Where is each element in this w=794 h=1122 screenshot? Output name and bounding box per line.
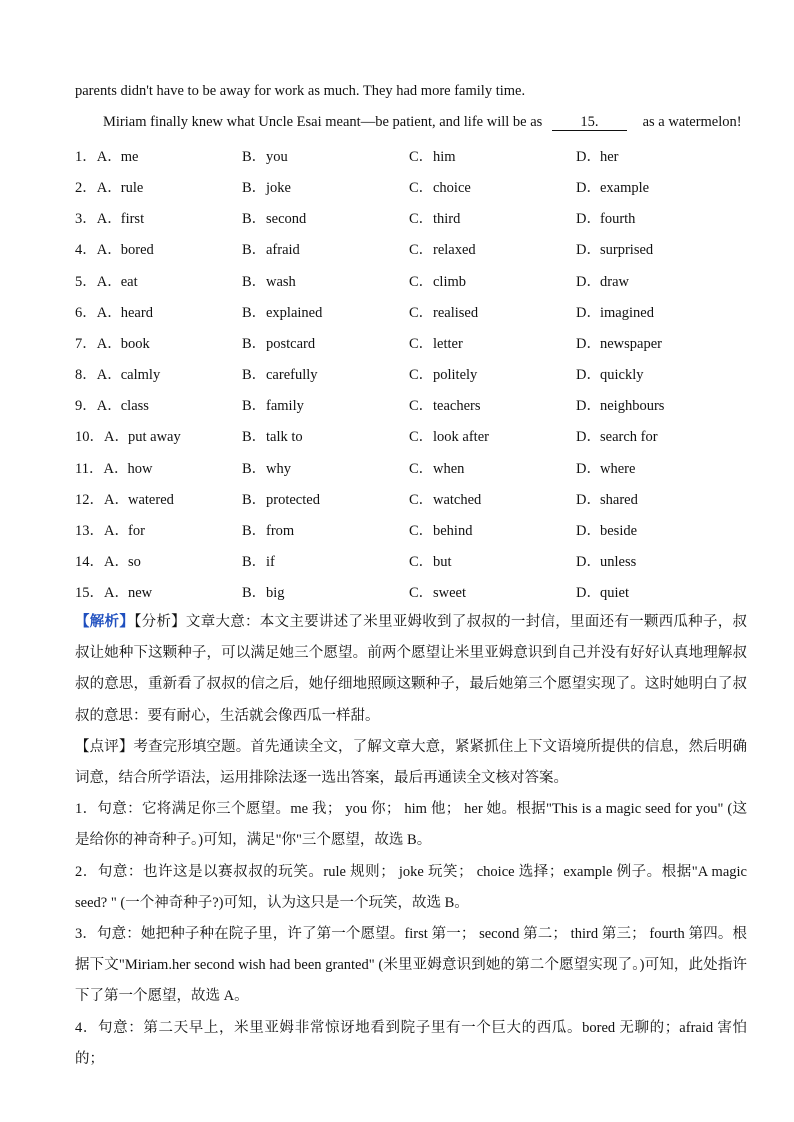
analysis-paragraph xyxy=(75,607,747,732)
question-row xyxy=(75,457,755,477)
option-text: class xyxy=(120,398,149,415)
option-c xyxy=(409,363,477,384)
question-number: 1． xyxy=(75,149,97,165)
option-text: second xyxy=(266,211,307,228)
option-b xyxy=(242,550,275,571)
option-text: third xyxy=(433,211,461,228)
option-text: neighbours xyxy=(600,398,665,415)
option-text: him xyxy=(433,149,456,165)
option-d xyxy=(576,457,635,478)
analysis-tag: 【解析】 xyxy=(75,614,135,630)
option-b xyxy=(242,425,303,446)
option-text: protected xyxy=(266,491,320,508)
question-number: 4． xyxy=(75,242,97,259)
option-c xyxy=(409,270,466,291)
option-d xyxy=(576,176,649,197)
option-text: beside xyxy=(600,522,638,539)
option-letter: D． xyxy=(576,273,601,290)
option-c xyxy=(409,238,476,259)
question-number: 14． xyxy=(75,553,104,570)
option-text: afraid xyxy=(266,242,300,259)
option-a xyxy=(75,363,160,384)
option-d xyxy=(576,301,654,322)
option-text: book xyxy=(120,335,150,352)
option-text: if xyxy=(266,553,275,570)
question-row xyxy=(75,238,755,258)
option-text: calmly xyxy=(120,367,161,384)
option-letter: D． xyxy=(576,553,601,570)
option-c xyxy=(409,394,481,415)
question-row xyxy=(75,550,755,570)
option-letter: C． xyxy=(409,553,434,570)
option-text: teachers xyxy=(433,398,481,415)
option-text: politely xyxy=(433,367,478,384)
option-text: realised xyxy=(433,304,479,321)
final-sentence-before: Miriam finally knew what Uncle Esai meant—be patient, and life will be as xyxy=(103,114,543,130)
option-text: fourth xyxy=(600,211,636,228)
option-d xyxy=(576,332,662,353)
option-d xyxy=(576,145,619,166)
option-c xyxy=(409,176,471,197)
option-b xyxy=(242,457,291,478)
option-letter: D． xyxy=(576,429,601,446)
option-letter: D． xyxy=(576,491,601,508)
option-a xyxy=(75,270,138,291)
option-text: example xyxy=(600,180,650,197)
option-text: quiet xyxy=(600,585,629,602)
question-number: 2． xyxy=(75,180,97,197)
option-letter: C． xyxy=(409,149,434,165)
option-letter: C． xyxy=(409,335,434,352)
option-letter: C． xyxy=(409,367,434,384)
explanation-1: 1．句意：它将满足你三个愿望。me 我； you 你； him 他； her 她。根据"This is a magic seed for you" (这是给你的神奇种子。)可知，满足"你"三个愿望，故选 B。 xyxy=(75,801,747,849)
question-row xyxy=(75,301,755,321)
option-letter: C． xyxy=(409,304,434,321)
option-letter: C． xyxy=(409,491,434,508)
option-c xyxy=(409,550,452,571)
option-text: shared xyxy=(600,491,638,508)
option-a xyxy=(75,425,181,446)
option-letter: A． xyxy=(104,522,129,539)
option-text: search for xyxy=(600,429,658,446)
option-text: look after xyxy=(433,429,489,446)
option-letter: B． xyxy=(242,211,267,228)
option-letter: A． xyxy=(96,304,122,321)
option-text: watched xyxy=(433,491,482,508)
option-b xyxy=(242,270,296,291)
option-letter: B． xyxy=(242,429,267,446)
option-text: where xyxy=(600,460,636,477)
option-a xyxy=(75,457,152,478)
question-number: 6． xyxy=(75,304,97,321)
option-c xyxy=(409,145,456,166)
passage-last-line: parents didn't have to be away for work as much. They had more family time. xyxy=(75,83,526,99)
option-text: talk to xyxy=(266,429,303,446)
option-text: explained xyxy=(266,304,323,321)
option-text: joke xyxy=(266,180,291,197)
question-row xyxy=(75,332,755,352)
question-row xyxy=(75,145,755,165)
option-d xyxy=(576,238,653,259)
option-text: you xyxy=(266,149,288,165)
option-letter: A． xyxy=(104,491,129,508)
question-row xyxy=(75,363,755,383)
option-letter: D． xyxy=(576,522,601,539)
question-number: 13． xyxy=(75,522,104,539)
blank-15: 15. xyxy=(552,114,627,131)
option-a xyxy=(75,301,153,322)
option-c xyxy=(409,332,463,353)
option-text: rule xyxy=(120,180,144,197)
option-c xyxy=(409,301,478,322)
option-text: carefully xyxy=(266,367,318,384)
question-row xyxy=(75,176,755,196)
option-letter: C． xyxy=(409,522,434,539)
option-letter: A． xyxy=(96,180,122,197)
option-c xyxy=(409,488,481,509)
option-letter: A． xyxy=(96,367,122,384)
option-c xyxy=(409,581,466,602)
question-row xyxy=(75,488,755,508)
option-b xyxy=(242,363,318,384)
option-text: sweet xyxy=(433,585,467,602)
option-letter: B． xyxy=(242,553,267,570)
option-text: put away xyxy=(128,429,181,446)
option-letter: B． xyxy=(242,585,267,602)
option-b xyxy=(242,238,300,259)
option-letter: C． xyxy=(409,242,434,259)
option-letter: B． xyxy=(242,149,267,165)
option-text: imagined xyxy=(600,304,654,321)
option-text: her xyxy=(600,149,619,165)
option-letter: D． xyxy=(576,585,601,602)
option-text: newspaper xyxy=(600,335,663,352)
option-letter: B． xyxy=(242,367,267,384)
option-text: wash xyxy=(266,273,296,290)
option-text: but xyxy=(433,553,452,570)
option-text: when xyxy=(433,460,465,477)
option-letter: C． xyxy=(409,180,434,197)
option-c xyxy=(409,519,472,540)
explanation-2: 2．句意：也许这是以赛叔叔的玩笑。rule 规则； joke 玩笑； choice 选择；example 例子。根据"A magic seed? " (一个神奇种子?)可知，认为这只是一个玩笑，故选 B。 xyxy=(75,864,747,912)
option-d xyxy=(576,519,637,540)
option-b xyxy=(242,176,291,197)
option-a xyxy=(75,238,154,259)
option-d xyxy=(576,207,635,228)
option-a xyxy=(75,581,152,602)
option-text: from xyxy=(266,522,295,539)
option-text: so xyxy=(128,553,141,570)
option-text: heard xyxy=(120,304,153,321)
option-letter: B． xyxy=(242,398,267,415)
option-c xyxy=(409,425,489,446)
option-letter: A． xyxy=(103,460,129,477)
option-letter: B． xyxy=(242,304,267,321)
option-text: me xyxy=(120,149,139,165)
option-a xyxy=(75,394,149,415)
option-letter: A． xyxy=(96,335,122,352)
passage-final-sentence xyxy=(103,114,773,131)
option-letter: D． xyxy=(576,398,601,415)
option-letter: D． xyxy=(576,304,601,321)
option-text: how xyxy=(127,460,153,477)
option-letter: C． xyxy=(409,211,434,228)
question-row xyxy=(75,519,755,539)
option-a xyxy=(75,332,150,353)
option-text: why xyxy=(266,460,291,477)
option-text: quickly xyxy=(600,367,644,384)
option-letter: B． xyxy=(242,335,267,352)
option-letter: B． xyxy=(242,180,267,197)
option-b xyxy=(242,519,294,540)
question-row xyxy=(75,270,755,290)
question-number: 15． xyxy=(75,585,104,602)
option-d xyxy=(576,363,644,384)
option-letter: A． xyxy=(104,553,129,570)
option-b xyxy=(242,207,306,228)
option-b xyxy=(242,581,285,602)
option-letter: A． xyxy=(96,149,122,165)
option-text: surprised xyxy=(600,242,654,259)
option-text: big xyxy=(266,585,285,602)
option-text: for xyxy=(128,522,145,539)
option-letter: A． xyxy=(96,398,122,415)
option-letter: A． xyxy=(96,273,122,290)
question-row xyxy=(75,581,755,601)
option-letter: D． xyxy=(576,460,601,477)
option-text: bored xyxy=(120,242,154,259)
question-row xyxy=(75,394,755,414)
question-number: 10． xyxy=(75,429,104,446)
option-b xyxy=(242,394,304,415)
option-text: watered xyxy=(128,491,174,508)
option-text: eat xyxy=(120,273,138,290)
option-d xyxy=(576,550,636,571)
option-letter: D． xyxy=(576,149,601,165)
question-number: 9． xyxy=(75,398,97,415)
option-letter: B． xyxy=(242,460,267,477)
option-text: relaxed xyxy=(433,242,476,259)
option-letter: D． xyxy=(576,211,601,228)
option-b xyxy=(242,332,315,353)
option-b xyxy=(242,145,288,166)
option-letter: D． xyxy=(576,367,601,384)
option-d xyxy=(576,581,629,602)
option-letter: B． xyxy=(242,273,267,290)
question-number: 8． xyxy=(75,367,97,384)
option-letter: C． xyxy=(409,429,434,446)
option-text: unless xyxy=(600,553,637,570)
question-number: 7． xyxy=(75,335,97,352)
question-row xyxy=(75,425,755,445)
explanation-3: 3．句意：她把种子种在院子里，许了第一个愿望。first 第一； second 第二； third 第三； fourth 第四。根据下文"Miriam.her second wish had been granted" (米里亚姆意识到她的第二个愿望实现了。)可知，此处指许下了第一个愿望，故选 A。 xyxy=(75,926,747,1005)
option-a xyxy=(75,488,174,509)
option-d xyxy=(576,394,664,415)
final-sentence-after: as a watermelon! xyxy=(642,114,742,130)
option-letter: B． xyxy=(242,491,267,508)
option-text: climb xyxy=(433,273,467,290)
option-text: family xyxy=(266,398,304,415)
comment-paragraph: 【点评】考查完形填空题。首先通读全文，了解文章大意，紧紧抓住上下文语境所提供的信息，然后明确词意，结合所学语法，运用排除法逐一选出答案，最后再通读全文核对答案。 xyxy=(75,739,747,787)
option-letter: C． xyxy=(409,460,434,477)
option-letter: A． xyxy=(96,242,122,259)
option-b xyxy=(242,301,322,322)
option-letter: C． xyxy=(409,398,434,415)
analysis-text: 【分析】文章大意：本文主要讲述了米里亚姆收到了叔叔的一封信，里面还有一颗西瓜种子，叔叔让她种下这颗种子，可以满足她三个愿望。前两个愿望让米里亚姆意识到自己并没有好好认真地理解叔叔的意思，重新看了叔叔的信之后，她仔细地照顾这颗种子，最后她第三个愿望实现了。这时她明白了叔叔的意思：要有耐心，生活就会像西瓜一样甜。 xyxy=(75,614,748,724)
option-letter: B． xyxy=(242,242,267,259)
option-c xyxy=(409,457,464,478)
question-number: 5． xyxy=(75,273,97,290)
option-letter: A． xyxy=(104,585,129,602)
question-number: 11． xyxy=(75,460,104,477)
option-letter: A． xyxy=(104,429,129,446)
option-text: postcard xyxy=(266,335,316,352)
option-a xyxy=(75,519,145,540)
option-text: letter xyxy=(433,335,463,352)
option-a xyxy=(75,550,141,571)
option-text: behind xyxy=(433,522,473,539)
option-letter: C． xyxy=(409,273,434,290)
option-a xyxy=(75,145,138,166)
option-text: draw xyxy=(600,273,629,290)
option-text: first xyxy=(120,211,145,228)
option-letter: A． xyxy=(96,211,122,228)
option-d xyxy=(576,425,658,446)
option-letter: D． xyxy=(576,335,601,352)
option-d xyxy=(576,488,638,509)
option-text: new xyxy=(128,585,153,602)
option-c xyxy=(409,207,460,228)
option-b xyxy=(242,488,320,509)
question-number: 3． xyxy=(75,211,97,228)
question-row xyxy=(75,207,755,227)
option-letter: B． xyxy=(242,522,267,539)
option-d xyxy=(576,270,629,291)
option-letter: D． xyxy=(576,180,601,197)
option-letter: C． xyxy=(409,585,434,602)
option-a xyxy=(75,176,143,197)
option-letter: D． xyxy=(576,242,601,259)
option-a xyxy=(75,207,144,228)
question-number: 12． xyxy=(75,491,104,508)
option-text: choice xyxy=(433,180,471,197)
explanation-4: 4．句意：第二天早上，米里亚姆非常惊讶地看到院子里有一个巨大的西瓜。bored 无聊的；afraid 害怕的； xyxy=(75,1020,747,1068)
